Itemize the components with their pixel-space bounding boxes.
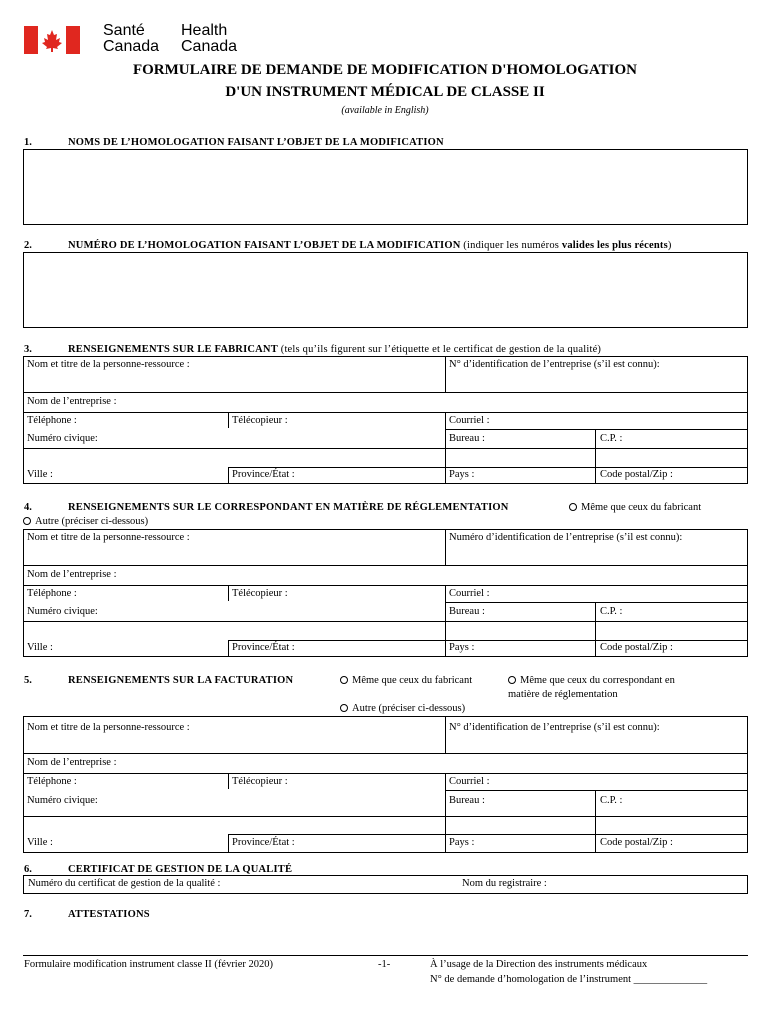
s5-country-label: Pays : [449, 837, 475, 848]
s4-postal-label: Code postal/Zip : [600, 642, 673, 653]
s4-email-label: Courriel : [449, 588, 490, 599]
section-5-table [23, 716, 748, 853]
section-6-title: CERTIFICAT DE GESTION DE LA QUALITÉ [68, 864, 293, 875]
s5-same-mfr-label: Même que ceux du fabricant [352, 675, 473, 686]
s5-fax-label: Télécopieur : [232, 776, 288, 787]
section-4-table [23, 529, 748, 657]
s3-email-label: Courriel : [449, 415, 490, 426]
s5-company-label: Nom de l’entreprise : [27, 757, 117, 768]
s4-country-label: Pays : [449, 642, 475, 653]
s5-other-radio-icon[interactable] [340, 704, 348, 712]
section-3-table [23, 356, 748, 484]
footer-office-use: À l’usage de la Direction des instruments médicaux [430, 959, 648, 970]
section-3-number: 3. [24, 344, 32, 355]
s5-same-mfr-radio-icon[interactable] [340, 676, 348, 684]
form-subtitle: (available in English) [341, 105, 429, 116]
s3-po-label: C.P. : [600, 433, 623, 444]
s5-city-label: Ville : [27, 837, 53, 848]
s5-street-label: Numéro civique: [27, 795, 98, 806]
footer-rule [23, 955, 748, 956]
s4-same-label: Même que ceux du fabricant [581, 502, 702, 513]
section-3-note: (tels qu’ils figurent sur l’étiquette et le certificat de gestion de la qualité) [277, 344, 602, 355]
s5-same-corr-radio-icon[interactable] [508, 676, 516, 684]
s5-po-label: C.P. : [600, 795, 623, 806]
s5-same-corr-label-1: Même que ceux du correspondant en [520, 675, 675, 686]
s5-contact-label: Nom et titre de la personne-ressource : [27, 722, 190, 733]
s4-phone-label: Téléphone : [27, 588, 77, 599]
footer-form-name: Formulaire modification instrument classe II (février 2020) [24, 959, 274, 970]
s5-option-other[interactable] [340, 703, 465, 714]
s5-postal-label: Code postal/Zip : [600, 837, 673, 848]
s3-phone-label: Téléphone : [27, 415, 77, 426]
s5-phone-label: Téléphone : [27, 776, 77, 787]
section-5-number: 5. [24, 675, 32, 686]
section-2-number: 2. [24, 240, 32, 251]
s3-street-label: Numéro civique: [27, 433, 98, 444]
section-2-title-text: NUMÉRO DE L’HOMOLOGATION FAISANT L’OBJET DE LA MODIFICATION [68, 240, 461, 251]
section-2-note-post: ) [667, 240, 672, 251]
s4-option-other[interactable] [23, 516, 148, 527]
wordmark-en-1: Health [181, 22, 228, 39]
s4-same-radio-icon[interactable] [569, 503, 577, 511]
canada-flag-icon [24, 26, 80, 54]
s5-id-label: N° d’identification de l’entreprise (s’il est connu): [449, 722, 660, 733]
s3-city-label: Ville : [27, 469, 53, 480]
s4-contact-label: Nom et titre de la personne-ressource : [27, 532, 190, 543]
s6-cert-label: Numéro du certificat de gestion de la qualité : [28, 878, 221, 889]
s3-office-label: Bureau : [449, 433, 485, 444]
s3-country-label: Pays : [449, 469, 475, 480]
form-title-line2: D'UN INSTRUMENT MÉDICAL DE CLASSE II [225, 84, 545, 100]
s6-registrar-label: Nom du registraire : [462, 878, 547, 889]
s3-postal-label: Code postal/Zip : [600, 469, 673, 480]
s4-office-label: Bureau : [449, 606, 485, 617]
section-1-input-box[interactable] [23, 149, 748, 225]
wordmark-fr-1: Santé [103, 22, 145, 39]
s4-city-label: Ville : [27, 642, 53, 653]
footer-application-number: N° de demande d’homologation de l’instrument ______________ [430, 974, 708, 985]
s4-other-radio-icon[interactable] [23, 517, 31, 525]
footer-page-number: -1- [378, 959, 391, 970]
s4-street-label: Numéro civique: [27, 606, 98, 617]
s3-fax-label: Télécopieur : [232, 415, 288, 426]
s4-fax-label: Télécopieur : [232, 588, 288, 599]
s4-id-label: Numéro d’identification de l’entreprise (s’il est connu): [449, 532, 683, 543]
s4-province-label: Province/État : [232, 642, 295, 653]
s5-other-label: Autre (préciser ci-dessous) [352, 703, 466, 714]
wordmark-en-2: Canada [181, 38, 238, 55]
s5-office-label: Bureau : [449, 795, 485, 806]
s4-company-label: Nom de l’entreprise : [27, 569, 117, 580]
section-5-title: RENSEIGNEMENTS SUR LA FACTURATION [68, 675, 294, 686]
section-7-title: ATTESTATIONS [68, 909, 150, 920]
section-2-title [68, 240, 672, 251]
s3-contact-label: Nom et titre de la personne-ressource : [27, 359, 190, 370]
section-4-number: 4. [24, 502, 32, 513]
s4-po-label: C.P. : [600, 606, 623, 617]
section-1-number: 1. [24, 137, 32, 148]
form-title-line1: FORMULAIRE DE DEMANDE DE MODIFICATION D'HOMOLOGATION [132, 62, 638, 78]
s5-option-same-corr[interactable] [508, 675, 675, 686]
s3-company-label: Nom de l’entreprise : [27, 396, 117, 407]
section-2-note-pre: (indiquer les numéros [460, 240, 562, 251]
s5-option-same-mfr[interactable] [340, 675, 472, 686]
s5-same-corr-label-2: matière de réglementation [508, 689, 618, 700]
s5-email-label: Courriel : [449, 776, 490, 787]
section-6-number: 6. [24, 864, 32, 875]
section-1-title: NOMS DE L’HOMOLOGATION FAISANT L’OBJET DE LA MODIFICATION [68, 137, 444, 148]
section-3-title-text: RENSEIGNEMENTS SUR LE FABRICANT [68, 344, 278, 355]
section-3-title [68, 344, 601, 355]
s4-option-same[interactable] [569, 502, 701, 513]
section-2-input-box[interactable] [23, 252, 748, 328]
s3-province-label: Province/État : [232, 469, 295, 480]
section-4-title: RENSEIGNEMENTS SUR LE CORRESPONDANT EN MATIÈRE DE RÉGLEMENTATION [68, 502, 509, 513]
s5-province-label: Province/État : [232, 837, 295, 848]
s4-other-label: Autre (préciser ci-dessous) [35, 516, 149, 527]
section-7-number: 7. [24, 909, 32, 920]
s3-id-label: N° d’identification de l’entreprise (s’il est connu): [449, 359, 660, 370]
section-2-note-bold: valides les plus récents [561, 240, 668, 251]
wordmark-fr-2: Canada [103, 38, 160, 55]
